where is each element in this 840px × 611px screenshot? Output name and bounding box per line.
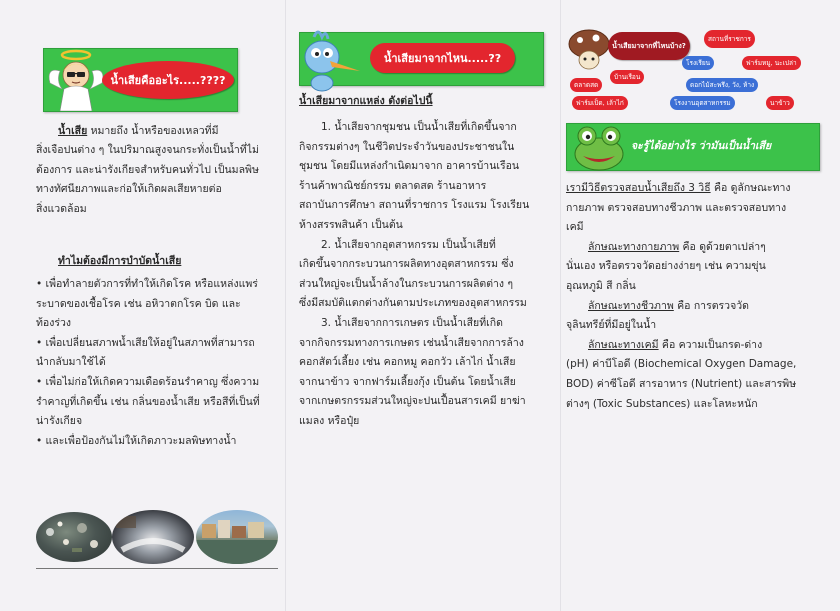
why-line-3: ท้องร่วง: [36, 317, 72, 330]
source-line-12: จากกิจกรรมทางการเกษตร เช่นน้ำเสียจากการล้าง: [299, 336, 524, 349]
biological-def: คือ การตรวจวัด: [673, 299, 749, 312]
sources-collage: [566, 24, 828, 112]
sources-heading: น้ำเสียมาจากแหล่ง ดังต่อไปนี้: [299, 95, 433, 107]
why-line-5: นำกลับมาใช้ได้: [36, 356, 106, 369]
banner-title-bubble: น้ำเสียคืออะไร.....????: [102, 61, 234, 99]
source-line-7: 2. น้ำเสียจากอุตสาหกรรม เป็นน้ำเสียที่: [321, 238, 496, 251]
definition-line-2: สิ่งเจือปนต่าง ๆ ในปริมาณสูงจนกระทั่งเป็นน้ำที่ไม่: [36, 144, 259, 156]
definition-line-4: ทางทัศนียภาพและก่อให้เกิดผลเสียหายต่อ: [36, 183, 222, 196]
definition-line-5: สิ่งแวดล้อม: [36, 202, 87, 215]
definition-text: [58, 122, 219, 142]
source-line-16: แมลง หรือปุ๋ย: [299, 414, 360, 427]
panel-what-is-wastewater: [0, 0, 285, 611]
source-line-15: จากเกษตรกรรมส่วนใหญ่จะปนเปื้อนสารเคมี ยาฆ่า: [299, 395, 526, 408]
why-line-4: • เพื่อเปลี่ยนสภาพน้ำเสียให้อยู่ในสภาพที่สามารถ: [36, 336, 255, 349]
why-line-1: • เพื่อทำลายตัวการที่ทำให้เกิดโรค หรือแหล่งแพร่: [36, 278, 258, 290]
chemical-line-3: BOD) ค่าซีโอดี สารอาหาร (Nutrient) และสารพิษ: [566, 377, 797, 390]
pill-government: สถานที่ราชการ: [704, 30, 755, 48]
source-line-4: ร้านค้าพาณิชย์กรรม ตลาดสด ร้านอาหาร: [299, 179, 487, 192]
definition-line-1: หมายถึง น้ำหรือของเหลวที่มี: [87, 125, 219, 137]
methods-intro-rest: คือ ดูลักษณะทาง: [710, 182, 791, 194]
why-line-8: น่ารังเกียจ: [36, 415, 83, 428]
pill-factory: โรงงานอุตสาหกรรม: [670, 96, 735, 110]
chemical-def: คือ ความเป็นกรด-ด่าง: [658, 338, 763, 351]
biological-term: ลักษณะทางชีวภาพ: [588, 299, 674, 312]
angel-cartoon-icon: [46, 47, 106, 111]
photo-divider: [36, 568, 278, 569]
biological-line-2: จุลินทรีย์ที่มีอยู่ในน้ำ: [566, 319, 657, 332]
methods-line-3: เคมี: [566, 221, 584, 234]
source-line-9: ส่วนใหญ่จะเป็นน้ำล้างในกระบวนการผลิตต่าง ๆ: [299, 277, 514, 290]
why-treat-heading: ทำไมต้องมีการบำบัดน้ำเสีย: [58, 255, 182, 267]
photo-garbage-water: [36, 512, 112, 562]
check-methods-body: [566, 179, 796, 414]
why-line-6: • เพื่อไม่ก่อให้เกิดความเดือดร้อนรำคาญ ซึ่งความ: [36, 375, 260, 388]
why-line-2: ระบาดของเชื้อโรค เช่น อหิวาตกโรค บิด และ: [36, 297, 241, 310]
panel-how-to-check: [560, 0, 840, 611]
physical-line-3: อุณหภูมิ สี กลิ่น: [566, 279, 636, 292]
why-line-9: • และเพื่อป้องกันไม่ให้เกิดภาวะมลพิษทางน้ำ: [36, 434, 237, 447]
chemical-line-2: (pH) ค่าบีโอดี (Biochemical Oxygen Damage,: [566, 358, 797, 371]
pill-houses: บ้านเรือน: [610, 70, 644, 84]
pill-duck-farm: ฟาร์มเป็ด, เล้าไก่: [572, 96, 628, 110]
source-line-5: สถาบันการศึกษา สถานที่ราชการ โรงแรม โรงเรียน: [299, 199, 530, 212]
physical-line-2: นั่นเอง หรือตรวจวัดอย่างง่ายๆ เช่น ความขุ่น: [566, 260, 766, 273]
source-line-3: ชุมชน โดยมีแหล่งกำเนิดมาจาก อาคารบ้านเรือน: [299, 160, 520, 173]
physical-term: ลักษณะทางกายภาพ: [588, 240, 680, 253]
sources-heading-wrap: [299, 92, 433, 112]
banner-what-is-wastewater: [43, 48, 238, 112]
why-line-7: รำคาญที่เกิดขึ้น เช่น กลิ่นของน้ำเสีย หรือสีที่เป็นที่: [36, 395, 260, 408]
photo-river-houses: [196, 510, 278, 564]
pill-market: ตลาดสด: [570, 78, 602, 92]
pill-pig-farm: ฟาร์มหมู, นะเปล่า: [742, 56, 801, 70]
pill-department-store: ดอกไม้สะพรึง, วัง, ห้าง: [686, 78, 758, 92]
pill-school: โรงเรียน: [682, 56, 714, 70]
banner-title-bubble-2: น้ำเสียมาจากไหน.....??: [370, 43, 515, 73]
chemical-term: ลักษณะทางเคมี: [588, 338, 659, 351]
source-line-8: เกิดขึ้นจากกระบวนการผลิตทางอุตสาหกรรม ซึ่ง: [299, 258, 514, 271]
banner-where-from: [299, 32, 544, 86]
pill-rice-field: นาข้าว: [766, 96, 794, 110]
panel-wastewater-sources: [285, 0, 560, 611]
sources-body: [299, 118, 529, 432]
methods-line-2: กายภาพ ตรวจสอบทางชีวภาพ และตรวจสอบทาง: [566, 201, 787, 214]
physical-def: คือ ดูด้วยตาเปล่าๆ: [679, 240, 766, 253]
definition-continuation: [36, 141, 259, 219]
where-bubble: น้ำเสียมาจากที่ไหนบ้าง?: [608, 32, 690, 60]
source-line-2: กิจกรรมต่างๆ ในชีวิตประจำวันของประชาชนใน: [299, 140, 515, 153]
source-line-13: คอกสัตว์เลี้ยง เช่น คอกหมู คอกวัว เล้าไก่ น้ำเสีย: [299, 356, 516, 369]
photo-drain-pipe: [112, 510, 194, 564]
source-line-10: ซึ่งมีสมบัติแตกต่างกันตามประเภทของอุตสาหกรรม: [299, 297, 527, 310]
chemical-line-4: ต่างๆ (Toxic Substances) และโลหะหนัก: [566, 397, 758, 410]
mushroom-cartoon-icon: [566, 28, 612, 70]
why-treat-heading-wrap: [58, 252, 181, 272]
source-line-11: 3. น้ำเสียจากการเกษตร เป็นน้ำเสียที่เกิด: [321, 316, 503, 329]
source-line-1: 1. น้ำเสียจากชุมชน เป็นน้ำเสียที่เกิดขึ้นจาก: [321, 121, 517, 133]
frog-cartoon-icon: [571, 122, 627, 172]
bird-cartoon-icon: [294, 27, 364, 93]
term-wastewater: น้ำเสีย: [58, 125, 88, 137]
source-line-14: จากนาข้าว จากฟาร์มเลี้ยงกุ้ง เป็นต้น โดยน้ำเสีย: [299, 375, 516, 388]
banner-title-3: จะรู้ได้อย่างไร ว่ามันเป็นน้ำเสีย: [631, 140, 772, 152]
banner-how-to-know: [566, 123, 820, 171]
methods-intro-underlined: เรามีวิธีตรวจสอบน้ำเสียถึง 3 วิธี: [566, 182, 711, 194]
why-treat-list: [36, 275, 260, 451]
source-line-6: ห้างสรรพสินค้า เป็นต้น: [299, 218, 403, 231]
definition-line-3: ต้องการ และน่ารังเกียจสำหรับคนทั่วไป เป็นมลพิษ: [36, 163, 259, 176]
